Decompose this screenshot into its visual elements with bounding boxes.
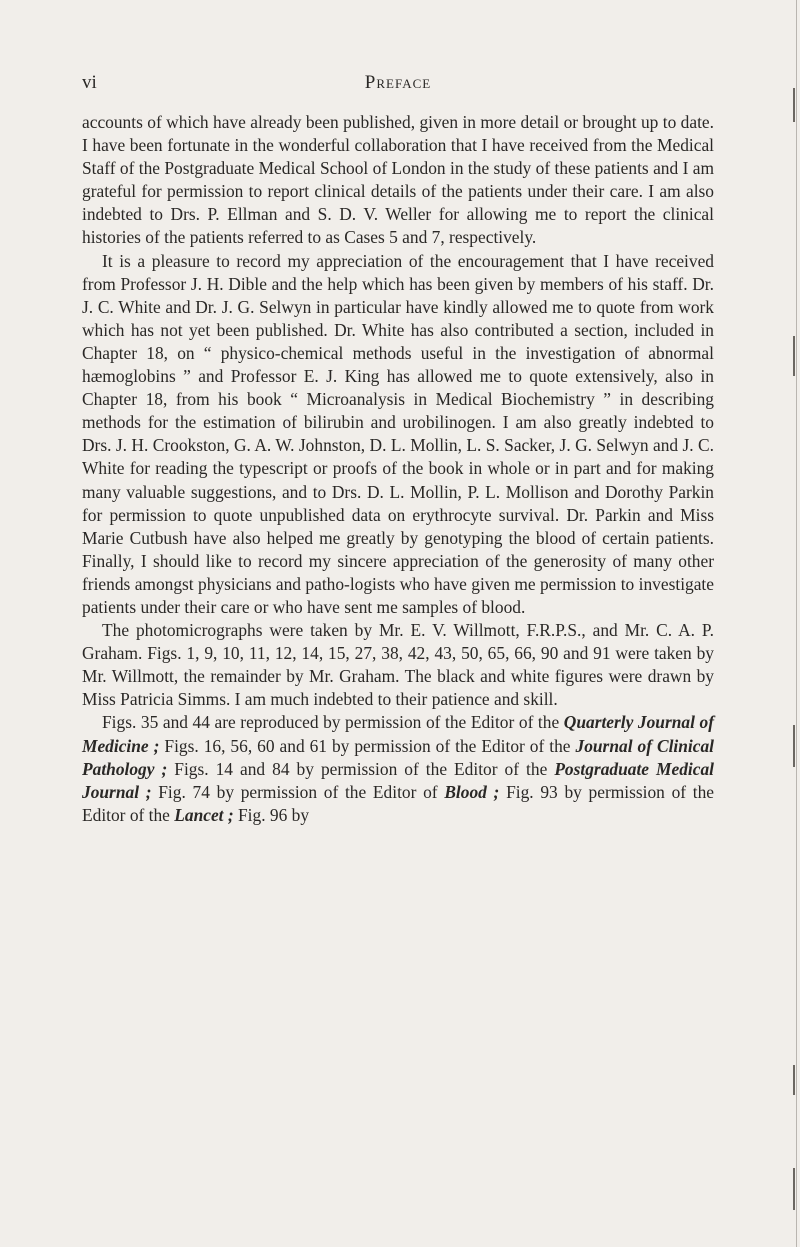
journal-title: Postgraduate Medical Journal ; xyxy=(82,758,714,802)
page-edge-line xyxy=(796,0,797,1247)
page-edge-mark xyxy=(793,725,795,767)
journal-title: Lancet ; xyxy=(174,804,234,825)
journal-title: Journal of Clinical Pathology ; xyxy=(82,735,714,779)
page-number: vi xyxy=(82,72,97,93)
page-header xyxy=(82,72,714,96)
paragraph-text: Fig. 96 by xyxy=(233,804,310,825)
paragraph-text: The photomicrographs were taken by Mr. E. V. Willmott, F.R.P.S., and Mr. C. A. P. Graham. Figs. 1, 9, 10, 11, 12, 14, 15, 27, 38, 42, 43, 50, 65, 66, 90 and 91 were taken by Mr. Willmott, the remainder by Mr. Graham. The black and white figures were drawn by Miss Patricia Simms. I am much indebted to their patience and skill. xyxy=(82,620,714,710)
paragraph-figure-permissions xyxy=(82,711,714,826)
page-edge-mark xyxy=(793,336,795,376)
running-title: Preface xyxy=(364,72,432,93)
preface-body xyxy=(82,111,714,827)
paragraph-text: Figs. 35 and 44 are reproduced by permission of the Editor of the xyxy=(102,712,564,733)
paragraph-appreciation-staff xyxy=(82,250,714,620)
paragraph-photomicrographs xyxy=(82,619,714,711)
paragraph-text: Fig. 93 by permission of the Editor of the xyxy=(82,781,715,825)
journal-title: Quarterly Journal of Medicine ; xyxy=(82,712,714,756)
paragraph-text: Figs. 16, 56, 60 and 61 by permission of the Editor of the xyxy=(159,735,576,756)
paragraph-text: It is a pleasure to record my appreciation of the encouragement that I have received from Professor J. H. Dible and the help which has been given by members of his staff. Dr. J. C. White and Dr. J. G. Selwyn in particular have kindly allowed me to quote from work which has not yet been published. Dr. White has also contributed a section, included in Chapter 18, on “ physico-chemical methods useful in the investigation of abnormal hæmoglobins ” and Professor E. J. King has allowed me to quote extensively, also in Chapter 18, from his book “ Microanalysis in Medical Biochemistry ” in describing methods for the estimation of bilirubin and urobilinogen. I am also greatly indebted to Drs. J. H. Crookston, G. A. W. Johnston, D. L. Mollin, L. S. Sacker, J. G. Selwyn and J. C. White for reading the typescript or proofs of the book in whole or in part and for making many valuable suggestions, and to Drs. D. L. Mollin, P. L. Mollison and Dorothy Parkin for permission to quote unpublished data on erythrocyte survival. Dr. Parkin and Miss Marie Cutbush have also helped me greatly by genotyping the blood of certain patients. Finally, I should like to record my sincere appreciation of the generosity of many other friends amongst physicians and patho-logists who have given me permission to investigate patients under their care or who have sent me samples of blood. xyxy=(82,250,714,617)
paragraph-text: Fig. 74 by permission of the Editor of xyxy=(151,781,445,802)
paragraph-text: Figs. 14 and 84 by permission of the Editor of the xyxy=(167,758,555,779)
page-edge-mark xyxy=(793,88,795,122)
journal-title: Blood ; xyxy=(444,781,500,802)
paragraph-text: accounts of which have already been published, given in more detail or brought up to date. I have been fortunate in the wonderful collaboration that I have received from the Medical Staff of the Postgraduate Medical School of London in the study of these patients and I am grateful for permission to report clinical details of the patients under their care. I am also indebted to Drs. P. Ellman and S. D. V. Weller for allowing me to report the clinical histories of the patients referred to as Cases 5 and 7, respectively. xyxy=(82,112,714,248)
page-edge-mark xyxy=(793,1065,795,1095)
paragraph-acknowledgements-cases xyxy=(82,111,714,250)
page-edge-mark xyxy=(793,1168,795,1210)
